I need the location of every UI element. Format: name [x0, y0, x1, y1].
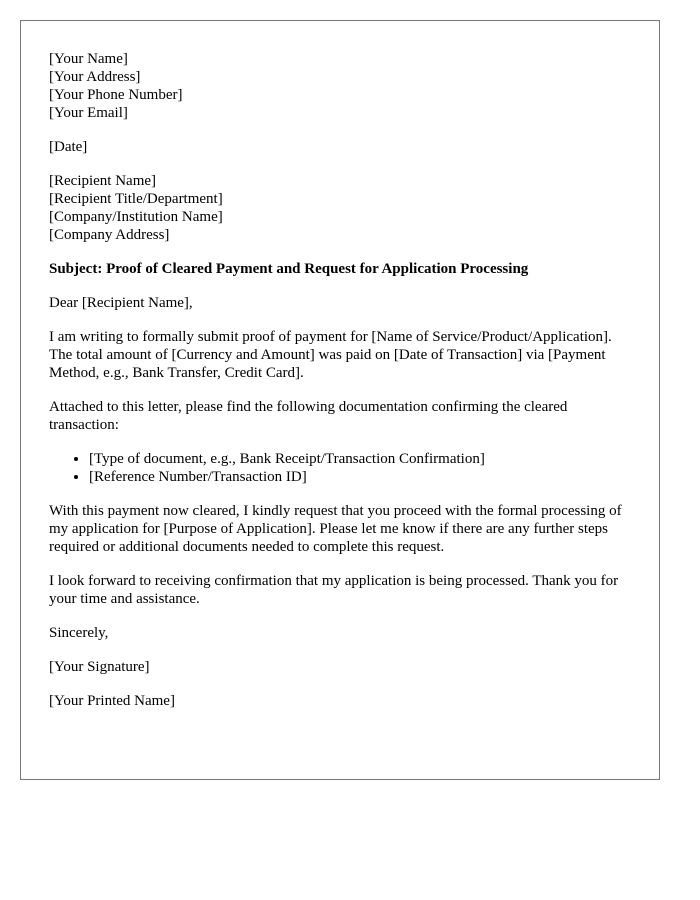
salutation: Dear [Recipient Name],: [49, 295, 193, 311]
attachment-item: • [Type of document, e.g., Bank Receipt/Transaction Confirmation]: [89, 450, 631, 468]
sender-phone: [Your Phone Number]: [49, 87, 183, 103]
subject-line: Subject: Proof of Cleared Payment and Request for Application Processing: [49, 261, 529, 277]
sign-off: Sincerely,: [49, 625, 109, 641]
signature-line: [Your Signature]: [49, 659, 150, 675]
recipient-name: [Recipient Name]: [49, 173, 157, 189]
recipient-block: [49, 172, 631, 244]
printed-name-line: [Your Printed Name]: [49, 693, 175, 709]
recipient-title: [Recipient Title/Department]: [49, 191, 223, 207]
sender-address: [Your Address]: [49, 69, 141, 85]
date-line: [Date]: [49, 139, 88, 155]
letter-page: [20, 20, 660, 780]
attachment-item: • [Reference Number/Transaction ID]: [89, 468, 631, 486]
recipient-address: [Company Address]: [49, 227, 170, 243]
attachment-list: [49, 450, 631, 486]
body-paragraph-attachments-intro: Attached to this letter, please find the following documentation confirming the cleared transaction:: [49, 399, 568, 433]
body-paragraph-request: With this payment now cleared, I kindly request that you proceed with the formal processing of my application for [Purpose of Application]. Please let me know if there are any further steps required or additional documents needed to complete this request.: [49, 503, 622, 555]
sender-block: [49, 50, 631, 122]
sender-name: [Your Name]: [49, 51, 128, 67]
sender-email: [Your Email]: [49, 105, 128, 121]
body-paragraph-payment: I am writing to formally submit proof of payment for [Name of Service/Product/Application]. The total amount of [Currency and Amount] was paid on [Date of Transaction] via [Payment Method, e.g., Bank Transfer, Credit Card].: [49, 329, 612, 381]
recipient-company: [Company/Institution Name]: [49, 209, 223, 225]
body-paragraph-thanks: I look forward to receiving confirmation that my application is being processed. Thank you for your time and assistance.: [49, 573, 619, 607]
